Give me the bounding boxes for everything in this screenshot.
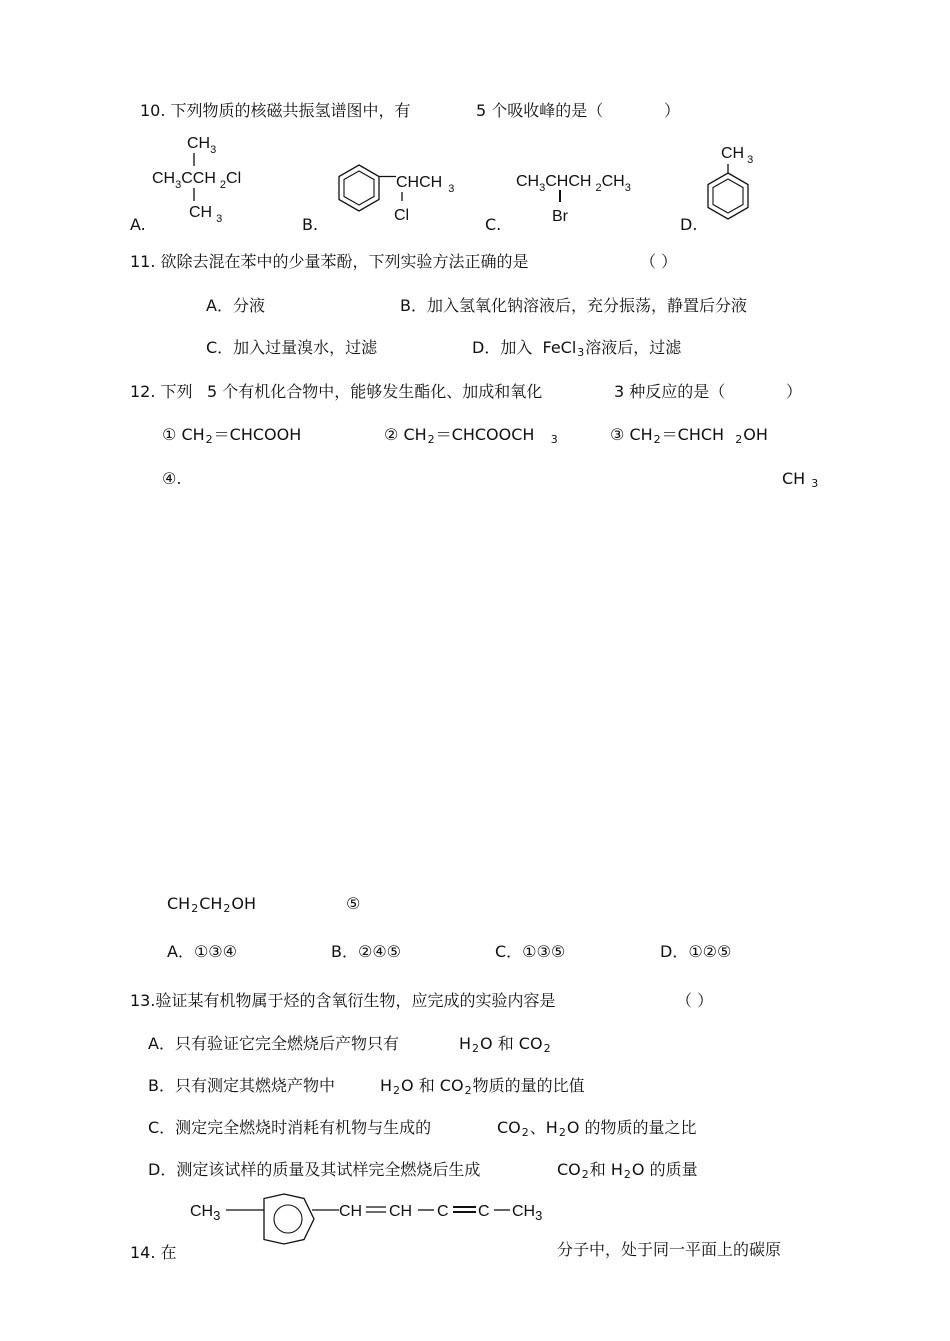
q13-paren: （ ）: [676, 991, 714, 1010]
q12-stem-3: 3 种反应的是（: [614, 382, 726, 401]
q13-c-s1: 2: [521, 1126, 529, 1139]
q14-molecule: [186, 1190, 566, 1260]
q13-b-s2: 2: [464, 1084, 472, 1097]
q12-compound-3: [610, 425, 768, 447]
mol-c-br: Br: [552, 208, 568, 225]
q12-option-c: C．①③⑤: [495, 942, 566, 961]
q11-option-d-sub: 3: [577, 346, 585, 359]
mol-a-mid-2-sub: 2: [219, 179, 227, 191]
q10-close-paren: ）: [664, 101, 681, 120]
q12-compound-4-tail: [167, 894, 256, 916]
q11-stem: 11. 欲除去混在苯中的少量苯酚，下列实验方法正确的是: [130, 252, 529, 271]
q12-stem-1: 12. 下列: [130, 382, 193, 401]
svg-text:CH3: [512, 1203, 542, 1223]
q11-option-c: C．加入过量溴水，过滤: [206, 338, 378, 357]
q12-c3-num: ③: [610, 425, 625, 444]
q14-stem-1: 14. 在: [130, 1243, 177, 1262]
q13-option-c-formula: [497, 1118, 697, 1140]
q12-c2-b: ＝CHCOOCH: [435, 425, 535, 444]
q12-c3-sub2: 2: [735, 433, 743, 446]
q13-option-c: [148, 1118, 431, 1138]
q13-option-b: [148, 1076, 335, 1096]
q14-mol-ch1: CH: [339, 1203, 363, 1220]
q10-stem: 10. 下列物质的核磁共振氢谱图中，有: [140, 101, 411, 120]
q13-a-1: A．只有验证它完全燃烧后产物只有: [148, 1034, 399, 1053]
mol-b-cl: Cl: [394, 207, 410, 224]
mol-a-mid-3: Cl: [226, 170, 242, 187]
q12-c4b-b: CH: [199, 894, 223, 913]
q10-molecule-d: [704, 140, 784, 230]
q13-a-3: O 和 CO: [480, 1034, 543, 1053]
q13-c-4: O 的物质的量之比: [566, 1118, 697, 1137]
mol-d-top-sub: 3: [747, 154, 754, 166]
q12-ch3-sub: 3: [811, 477, 819, 490]
q12-compound-1: [162, 425, 301, 447]
svg-text:CHCH3: [396, 174, 454, 195]
q14-stem-2: 分子中，处于同一平面上的碳原: [557, 1240, 782, 1259]
q11-option-a: A．分液: [206, 296, 265, 315]
q12-ch3-a: CH: [782, 469, 806, 488]
svg-text:CH3: [187, 135, 216, 156]
q10-molecule-a: [150, 128, 270, 228]
q14-mol-ch2: CH: [389, 1203, 413, 1220]
q11-option-d: [472, 338, 681, 360]
q13-option-a-formula: [459, 1034, 552, 1056]
svg-text:CH3: [721, 145, 753, 166]
mol-c-s1: 3: [539, 182, 546, 194]
mol-a-mid-1-sub: 3: [175, 179, 182, 191]
q13-c-2: CO: [497, 1118, 521, 1137]
q14-mol-left-sub: 3: [213, 1208, 221, 1223]
q12-compound-4-ch3: [782, 469, 819, 491]
q13-d-3: 和 H: [589, 1160, 623, 1179]
mol-d-top: CH: [721, 145, 745, 162]
q12-c2-sub: 2: [427, 433, 435, 446]
mol-c-s2: 2: [595, 182, 602, 194]
q13-option-b-formula: [380, 1076, 585, 1098]
q10-molecule-b: [336, 160, 476, 230]
mol-c-p3: CH: [601, 173, 625, 190]
q13-a-2: H: [459, 1034, 472, 1053]
mol-c-p1: CH: [516, 173, 540, 190]
mol-a-top-sub: 3: [210, 144, 217, 156]
q11-option-d-3: 溶液后，过滤: [585, 338, 682, 357]
q13-d-2: CO: [557, 1160, 581, 1179]
q12-compound-2: [384, 425, 559, 447]
q13-d-4: O 的质量: [631, 1160, 698, 1179]
svg-text:CH3CCH2Cl: [152, 170, 241, 191]
q13-b-s1: 2: [393, 1084, 401, 1097]
q10-option-c-label: C.: [485, 215, 502, 234]
q11-option-d-1: D．加入: [472, 338, 533, 357]
q12-c3-a: CH: [629, 425, 653, 444]
q13-b-3: O 和 CO: [401, 1076, 464, 1095]
mol-a-mid-2: CCH: [181, 170, 216, 187]
mol-c-s3: 3: [624, 182, 631, 194]
q12-c4b-a: CH: [167, 894, 191, 913]
q13-c-3: 、H: [529, 1118, 558, 1137]
mol-a-top: CH: [187, 135, 211, 152]
q14-mol-c1: C: [437, 1203, 449, 1220]
q12-c3-c: OH: [743, 425, 768, 444]
q14-mol-right: CH: [512, 1203, 536, 1220]
q13-option-d-formula: [557, 1160, 698, 1182]
q12-c2-a: CH: [403, 425, 427, 444]
q12-c3-sub: 2: [653, 433, 661, 446]
mol-a-mid-1: CH: [152, 170, 176, 187]
q13-d-s1: 2: [581, 1168, 589, 1181]
q13-option-a: [148, 1034, 399, 1054]
q12-compound-4-label: ④.: [162, 469, 182, 488]
q12-option-d: D．①②⑤: [660, 942, 732, 961]
svg-text:CH3: [189, 204, 222, 225]
q10-option-d-label: D.: [680, 215, 698, 234]
q13-c-1: C．测定完全燃烧时消耗有机物与生成的: [148, 1118, 432, 1137]
q14-mol-left: CH: [190, 1203, 214, 1220]
q13-a-s1: 2: [472, 1042, 480, 1055]
q10-option-a-label: A.: [130, 215, 146, 234]
q11-option-d-2: FeCl: [542, 338, 577, 357]
svg-text:CH3CHCH2CH3: [516, 173, 631, 194]
mol-b-main: CHCH: [396, 174, 443, 191]
q12-c2-num: ②: [384, 425, 399, 444]
q10-option-b-label: B.: [302, 215, 319, 234]
mol-a-bottom-sub: 3: [216, 213, 223, 225]
q12-c2-sub2: 3: [550, 433, 558, 446]
q13-d-1: D．测定该试样的质量及其试样完全燃烧后生成: [148, 1160, 481, 1179]
q12-close-paren: ）: [786, 382, 803, 401]
q12-c1-num: ①: [162, 425, 177, 444]
mol-a-bottom: CH: [189, 204, 213, 221]
q12-c4b-sub2: 2: [223, 902, 231, 915]
q14-mol-c2: C: [478, 1203, 490, 1220]
q12-compound-5-label: ⑤: [346, 894, 361, 913]
q14-mol-right-sub: 3: [535, 1208, 543, 1223]
q13-b-1: B．只有测定其燃烧产物中: [148, 1076, 335, 1095]
q13-b-4: 物质的量的比值: [472, 1076, 585, 1095]
mol-b-main-sub: 3: [448, 183, 455, 195]
q13-option-d: [148, 1160, 480, 1180]
q12-c1-a: CH: [181, 425, 205, 444]
q13-a-s2: 2: [543, 1042, 551, 1055]
q12-stem-2: 5 个有机化合物中，能够发生酯化、加成和氧化: [207, 382, 543, 401]
q11-option-b: B．加入氢氧化钠溶液后，充分振荡，静置后分液: [400, 296, 747, 315]
q13-stem: 13.验证某有机物属于烃的含氧衍生物，应完成的实验内容是: [130, 991, 556, 1010]
q12-option-b: B．②④⑤: [331, 942, 402, 961]
q11-paren: （ ）: [640, 252, 678, 271]
q13-d-s2: 2: [623, 1168, 631, 1181]
q10-molecule-c: [516, 168, 666, 228]
mol-c-p2: CHCH: [545, 173, 592, 190]
q13-c-s2: 2: [558, 1126, 566, 1139]
svg-text:CH3: [190, 1203, 220, 1223]
q12-c4b-c: OH: [231, 894, 257, 913]
q10-stem-count: 5 个吸收峰的是（: [476, 101, 604, 120]
q13-b-2: H: [380, 1076, 393, 1095]
q12-c3-b: ＝CHCH: [661, 425, 725, 444]
q12-c4b-sub1: 2: [191, 902, 199, 915]
q12-c1-sub: 2: [205, 433, 213, 446]
q12-option-a: A．①③④: [167, 942, 237, 961]
q12-c1-b: ＝CHCOOH: [213, 425, 302, 444]
